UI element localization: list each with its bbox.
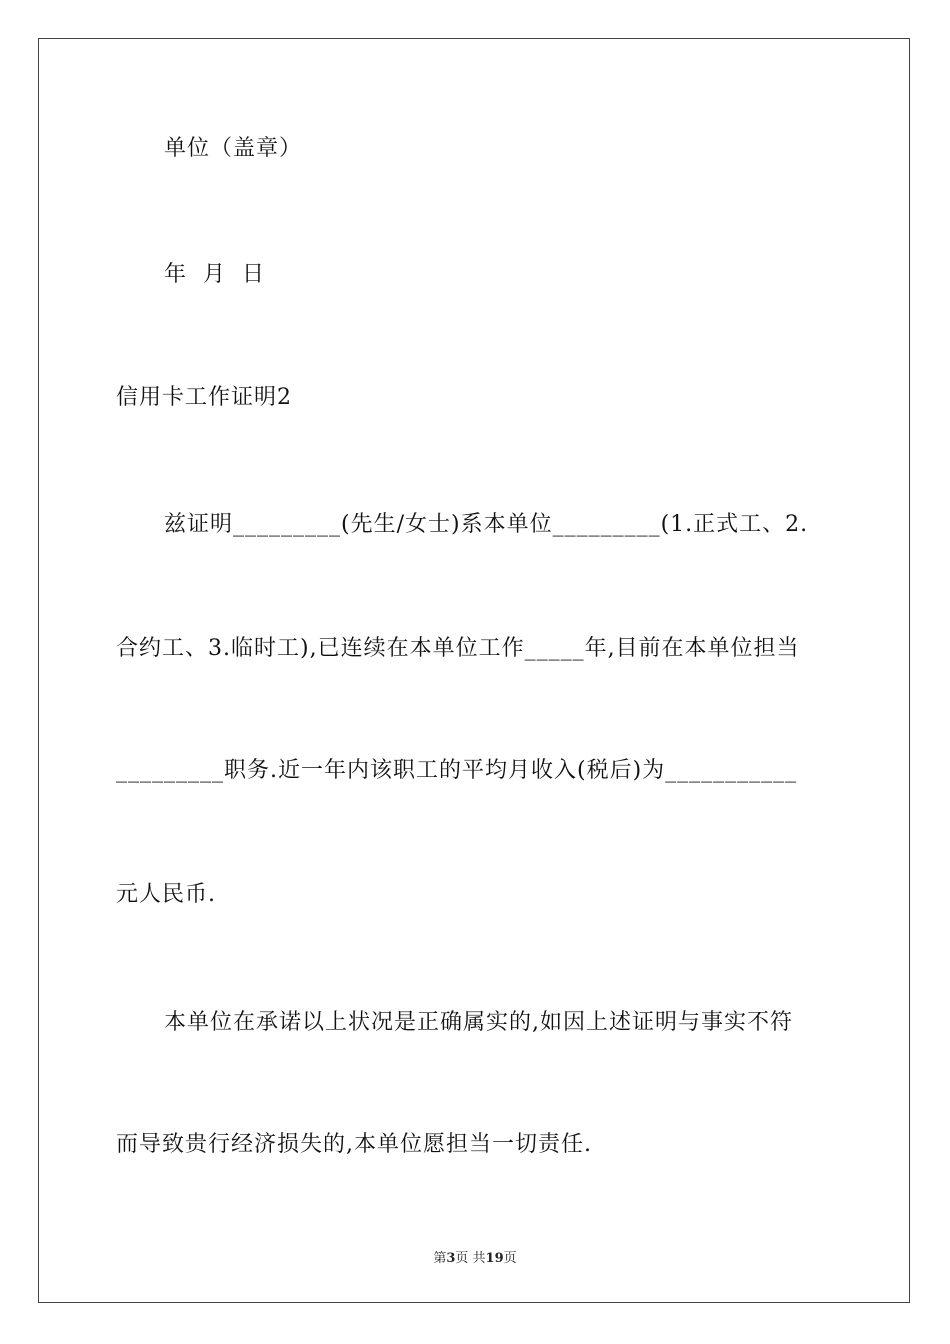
body-line-5: 本单位在承诺以上状况是正确属实的,如因上述证明与事实不符 [164,1010,793,1035]
footer-suffix: 页 [503,1251,517,1266]
footer-total-pages: 19 [485,1251,504,1266]
page-border [38,38,910,1303]
seal-line: 单位（盖章） [164,136,303,161]
footer-prefix: 第 [433,1251,447,1266]
footer-mid: 页 共 [455,1251,486,1266]
body-line-1: 兹证明_________(先生/女士)系本单位_________(1.正式工、2. [164,512,809,537]
page-footer [0,1247,950,1266]
body-line-6: 而导致贵行经济损失的,本单位愿担当一切责任. [116,1132,592,1157]
date-line: 年 月 日 [164,262,265,287]
body-line-3: _________职务.近一年内该职工的平均月收入(税后)为___________ [116,758,798,783]
body-line-2: 合约工、3.临时工),已连续在本单位工作_____年,目前在本单位担当 [116,636,800,661]
document-heading: 信用卡工作证明2 [116,385,292,410]
body-line-4: 元人民币. [116,882,216,907]
footer-page-number: 3 [446,1251,456,1266]
